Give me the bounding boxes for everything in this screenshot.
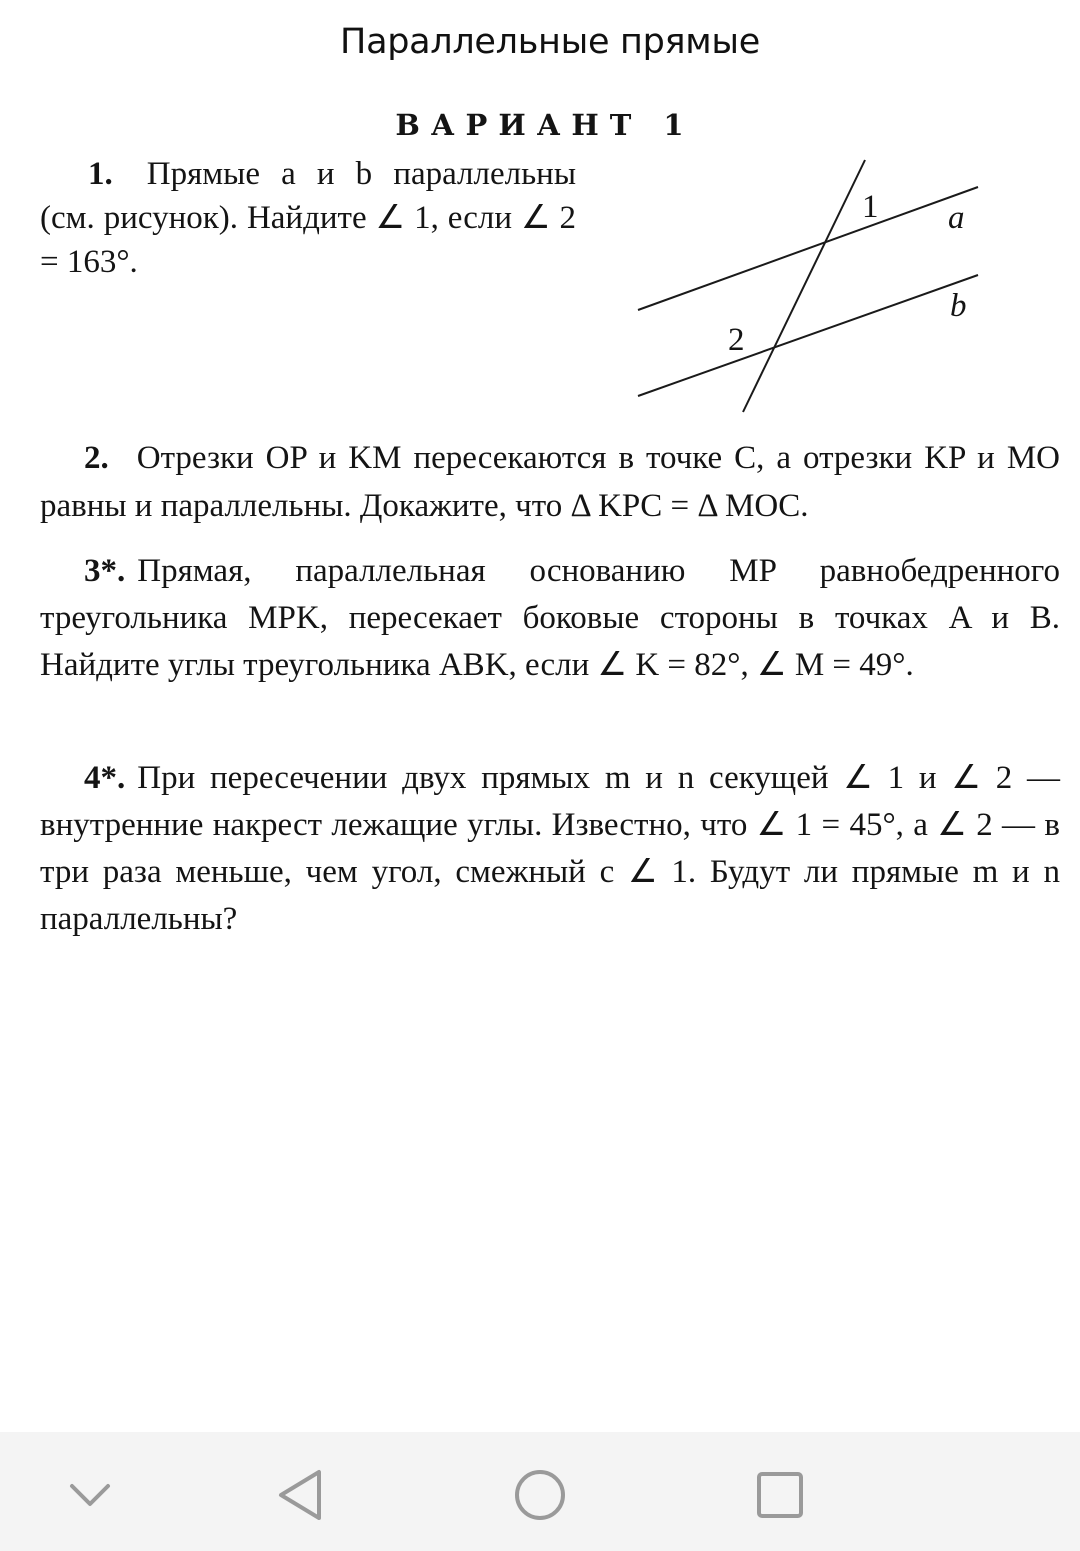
home-button[interactable] (495, 1460, 585, 1530)
recents-square-icon (755, 1470, 805, 1520)
task-2 (40, 434, 1060, 530)
task-4 (40, 755, 1060, 943)
task-number: 3*. (84, 553, 126, 589)
back-triangle-icon (275, 1468, 325, 1522)
angle-1-label: 1 (862, 189, 879, 225)
task-number: 2. (84, 440, 109, 476)
navigation-bar (0, 1432, 1080, 1551)
task-3 (40, 548, 1060, 689)
task-number: 1. (88, 156, 113, 192)
chevron-down-icon (68, 1480, 112, 1510)
task-1 (40, 152, 576, 284)
task-text: При пересечении двух прямых m и n секущей ∠ 1 и ∠ 2 — внутренние накрест лежащие углы. Известно, что ∠ 1 = 45°, а ∠ 2 — в три раза меньше, чем угол, смежный с ∠ 1. Будут ли прямые m и n параллельны? (40, 760, 1061, 937)
task-text: Отрезки OP и KM пересекаются в точке C, а отрезки KP и MO равны и параллельны. Докажите, что Δ KPC = Δ MOC. (40, 440, 1060, 524)
parallel-lines-figure (620, 150, 1000, 425)
task-text: Прямая, параллельная основанию MP равнобедренного треугольника MPK, пересекает боковые стороны в точках A и B. Найдите углы треугольника ABK, если ∠ K = 82°, ∠ M = 49°. (40, 553, 1060, 683)
line-a (638, 187, 978, 310)
home-circle-icon (513, 1468, 567, 1522)
task-number: 4*. (84, 760, 126, 796)
task-text: Прямые a и b параллельны (см. рисунок). Найдите ∠ 1, если ∠ 2 = 163°. (40, 156, 576, 280)
line-a-label: a (948, 200, 965, 236)
hide-nav-button[interactable] (45, 1460, 135, 1530)
line-b (638, 275, 978, 396)
line-b-label: b (950, 288, 967, 324)
recents-button[interactable] (735, 1460, 825, 1530)
document-title: Параллельные прямые (340, 22, 760, 62)
back-button[interactable] (255, 1460, 345, 1530)
angle-2-label: 2 (728, 322, 745, 358)
variant-heading: ВАРИАНТ 1 (395, 108, 695, 142)
transversal-line (743, 160, 865, 412)
